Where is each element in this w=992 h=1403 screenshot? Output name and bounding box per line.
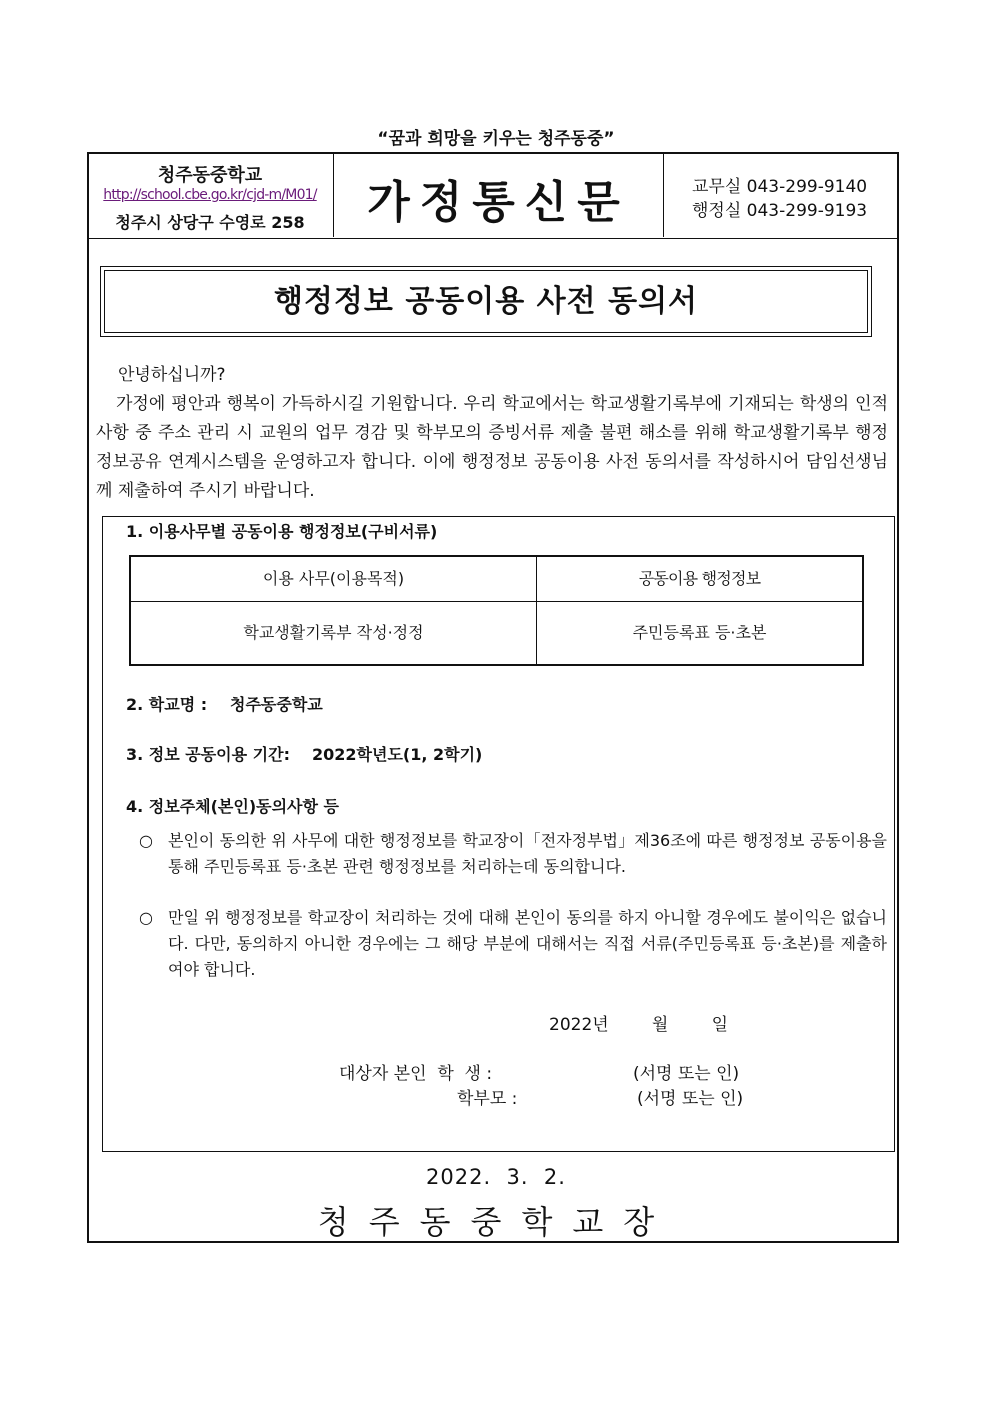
intro-paragraph: 가정에 평안과 행복이 가득하시길 기원합니다. 우리 학교에서는 학교생활기록부에 기재되는 학생의 인적사항 중 주소 관리 시 교원의 업무 경감 및 학부모의 증빙서류 제출 불편 해소를 위해 학교생활기록부 행정정보공유 연계시스템을 운영하고자 합니다. 이에 행정정보 공동이용 사전 동의서를 작성하시어 담임선생님께 제출하여 주시기 바랍니다. bbox=[96, 394, 888, 501]
section2-heading: 2. 학교명 : bbox=[126, 695, 208, 714]
table-header-info: 공동이용 행정정보 bbox=[537, 557, 862, 602]
contact-cell bbox=[664, 152, 897, 237]
consent-title: 행정정보 공동이용 사전 동의서 bbox=[104, 270, 868, 333]
consent-title-box bbox=[100, 266, 872, 337]
signature-date: 2022년 월 일 bbox=[549, 1015, 728, 1035]
school-name: 청주동중학교 bbox=[157, 165, 263, 186]
greeting: 안녕하십니까? bbox=[118, 365, 226, 385]
newsletter-header bbox=[87, 152, 899, 239]
phone-office: 교무실 043-299-9140 bbox=[692, 177, 868, 197]
school-motto: “꿈과 희망을 키우는 청주동중” bbox=[377, 129, 615, 149]
table-cell-purpose: 학교생활기록부 작성·정정 bbox=[131, 602, 537, 664]
consent-body-box bbox=[102, 516, 895, 1152]
phone-admin: 행정실 043-299-9193 bbox=[692, 201, 868, 221]
newsletter-title: 가정통신문 bbox=[367, 177, 630, 228]
subject-student-label: 대상자 본인 학 생 : bbox=[339, 1064, 493, 1084]
section4-heading: 4. 정보주체(본인)동의사항 등 bbox=[126, 797, 339, 816]
issue-date: 2022. 3. 2. bbox=[426, 1165, 566, 1189]
parent-label: 학부모 : bbox=[457, 1089, 518, 1109]
section3-period: 2022학년도(1, 2학기) bbox=[312, 745, 483, 764]
circle-bullet-icon: ○ bbox=[139, 831, 153, 850]
usage-table bbox=[129, 555, 864, 666]
student-sign-field[interactable]: (서명 또는 인) bbox=[633, 1064, 740, 1084]
section2-school-name: 청주동중학교 bbox=[230, 695, 323, 714]
school-info-cell bbox=[87, 152, 334, 237]
newsletter-title-cell bbox=[334, 152, 664, 237]
school-address: 청주시 상당구 수영로 258 bbox=[115, 213, 305, 232]
consent-item-text: 본인이 동의한 위 사무에 대한 행정정보를 학교장이「전자정부법」제36조에 따른 행정정보 공동이용을 통해 주민등록표 등·초본 관련 행정정보를 처리하는데 동의합니다. bbox=[168, 831, 887, 876]
section3-heading: 3. 정보 공동이용 기간: bbox=[126, 745, 290, 764]
principal-signature: 청주동중학교장 bbox=[317, 1203, 675, 1241]
circle-bullet-icon: ○ bbox=[139, 908, 153, 927]
parent-sign-field[interactable]: (서명 또는 인) bbox=[637, 1089, 744, 1109]
section1-heading: 1. 이용사무별 공동이용 행정정보(구비서류) bbox=[126, 522, 438, 541]
consent-item-text: 만일 위 행정정보를 학교장이 처리하는 것에 대해 본인이 동의를 하지 아니할 경우에도 불이익은 없습니다. 다만, 동의하지 아니한 경우에는 그 해당 부분에 대해서는 직접 서류(주민등록표 등·초본)를 제출하여야 합니다. bbox=[168, 908, 887, 979]
table-header-purpose: 이용 사무(이용목적) bbox=[131, 557, 537, 602]
school-url-link[interactable]: http://school.cbe.go.kr/cjd-m/M01/ bbox=[103, 187, 317, 203]
table-cell-info: 주민등록표 등·초본 bbox=[632, 623, 767, 642]
